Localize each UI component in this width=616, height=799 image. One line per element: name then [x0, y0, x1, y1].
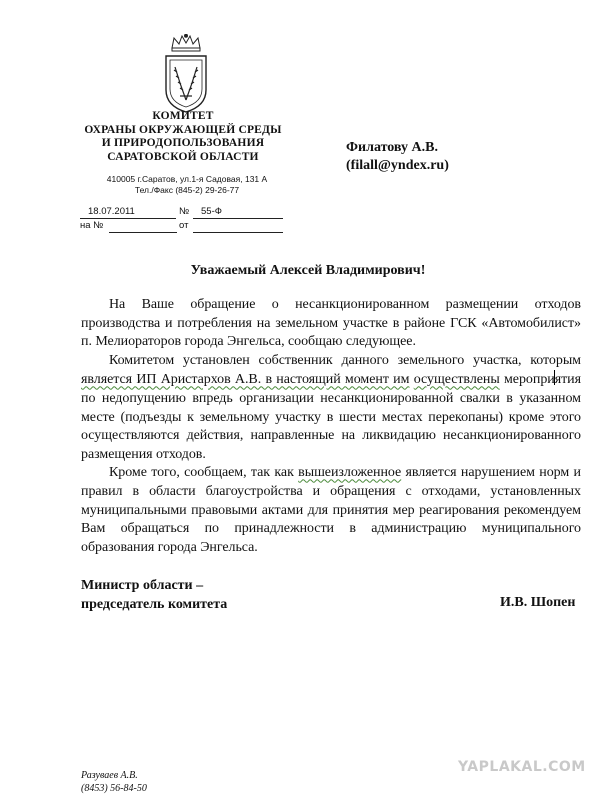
org-line-2: ОХРАНЫ ОКРУЖАЮЩЕЙ СРЕДЫ [84, 123, 282, 136]
site-watermark: YAPLAKAL.COM [458, 759, 586, 775]
paragraph-3-part-a: Кроме того, сообщаем, так как [109, 465, 299, 481]
executor-block [81, 770, 147, 795]
coat-of-arms-emblem [160, 34, 212, 114]
executor-phone: (8453) 56-84-50 [81, 782, 147, 794]
paragraph-2 [81, 352, 581, 465]
paragraph-3-part-b: является нарушением норм и правил в области благоустройства и обращения с отходами, установленных муниципальными правовыми актами для принятия мер реагирования рекомендуем Вам обращаться по принадлежности в администрацию муниципального образования города Энгельса. [81, 465, 581, 555]
org-line-4: САРАТОВСКОЙ ОБЛАСТИ [107, 150, 259, 163]
from-label: от [179, 220, 189, 231]
address-line: 410005 г.Саратов, ул.1-я Садовая, 131 А [106, 174, 268, 184]
letter-body [81, 296, 581, 557]
crown-icon [172, 34, 200, 51]
paragraph-2-part-c: меропри [499, 372, 555, 388]
reply-to-label: на № [80, 220, 104, 231]
spellcheck-underlined-text: вышеизложенное [298, 465, 402, 481]
signatory-name: И.В. Шопен [500, 595, 576, 610]
organization-name [78, 110, 288, 164]
signature-title-line-1: Министр области – [81, 578, 204, 593]
recipient-email: (filall@yndex.ru) [346, 158, 449, 173]
signature-title [81, 576, 227, 614]
paragraph-2-part-a: Комитетом установлен собственник данного земельного участка, которым [109, 352, 581, 368]
recipient-name: Филатову А.В. [346, 140, 438, 155]
reply-date-underline [193, 232, 283, 233]
signature-title-line-2: председатель комитета [81, 597, 228, 612]
outgoing-number: 55-Ф [201, 206, 222, 217]
spellcheck-underlined-text: осуществлены [413, 372, 500, 388]
paragraph-3 [81, 464, 581, 557]
organization-address [78, 174, 296, 195]
org-line-3: И ПРИРОДОПОЛЬЗОВАНИЯ [101, 137, 265, 149]
shield-icon [166, 56, 206, 112]
number-underline [193, 218, 283, 219]
paragraph-2-part-d: ятия по недопущению впредь организации несанкционированной свалки в указанном месте (подъезды к земельному участку в шести местах перекопаны) кроме этого осуществляются действия, направленные на ликвидацию несанкционированного размещения отходов. [81, 372, 582, 462]
executor-name: Разуваев А.В. [81, 770, 138, 781]
phone-fax-line: Тел./Факс (845-2) 29-26-77 [134, 184, 240, 195]
spellcheck-underlined-text: является ИП Аристархов А.В. в настоящий момент им [81, 372, 410, 388]
outgoing-date: 18.07.2011 [88, 206, 135, 217]
org-line-1: КОМИТЕТ [152, 110, 214, 122]
recipient-block [346, 139, 449, 175]
reply-number-underline [109, 232, 177, 233]
paragraph-1: На Ваше обращение о несанкционированном размещении отходов производства и потребления на земельном участке в районе ГСК «Автомобилист» п. Мелиораторов города Энгельса, сообщаю следующее. [81, 297, 581, 350]
number-label: № [179, 206, 190, 217]
date-underline [80, 218, 176, 219]
salutation: Уважаемый Алексей Владимирович! [190, 263, 426, 278]
